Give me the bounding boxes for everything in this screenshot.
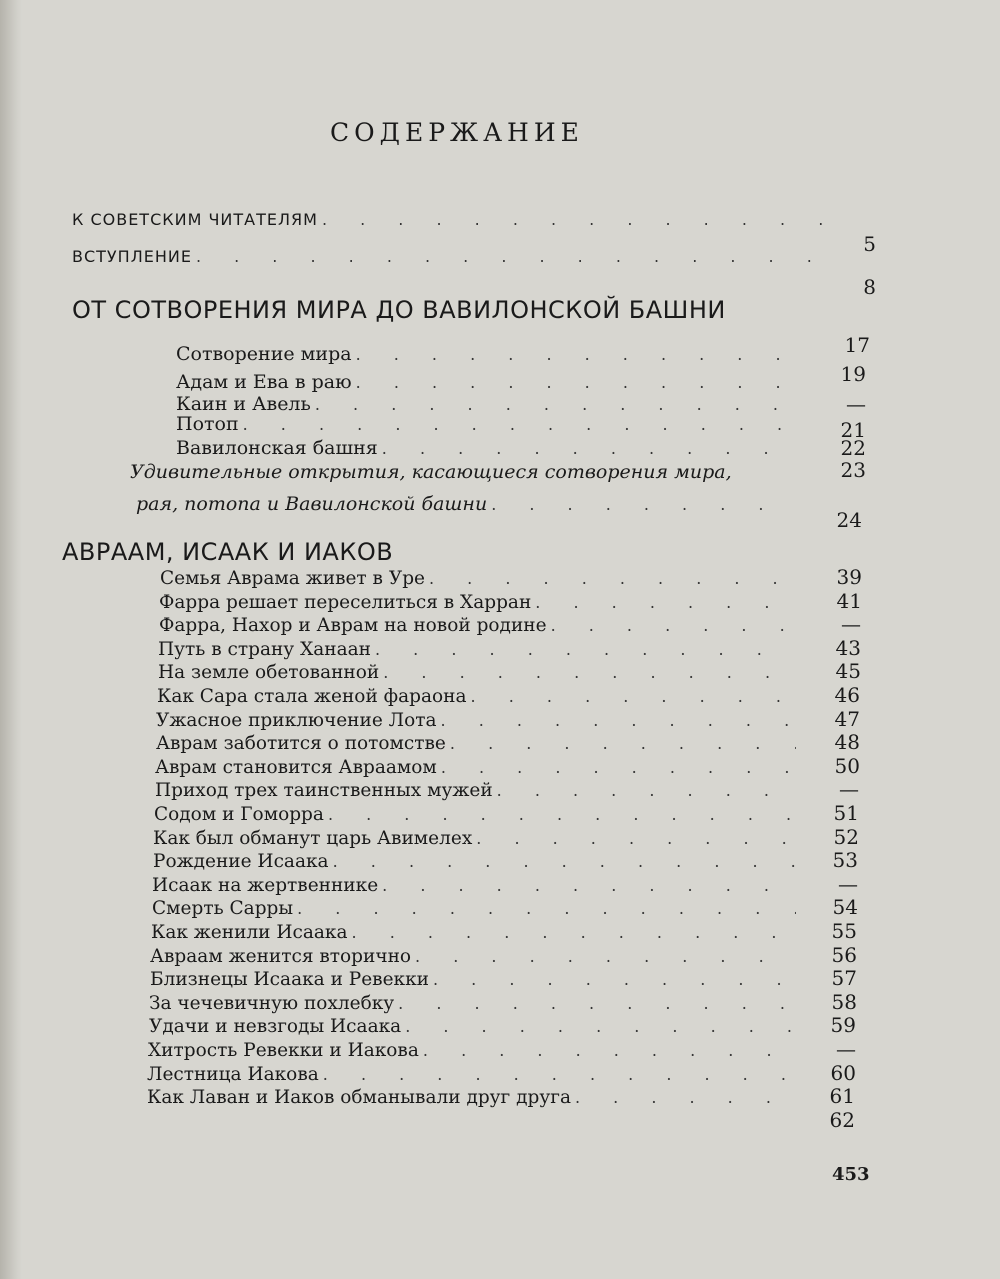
toc-page-number: — <box>846 392 866 416</box>
section-heading-abraham: АВРААМ, ИСААК И ИАКОВ <box>62 538 394 566</box>
toc-page-number: 47 <box>834 706 860 731</box>
toc-page-number: 43 <box>835 635 861 660</box>
toc-page-number: — <box>838 871 858 896</box>
toc-page-number: 23 <box>840 458 866 482</box>
toc-page-number: 60 <box>830 1060 856 1085</box>
toc-entry-label: За чечевичную похлебку <box>149 992 395 1014</box>
toc-entry <box>176 340 800 368</box>
toc-entry-label: Адам и Ева в раю <box>176 371 352 393</box>
toc-page-number: — <box>839 777 859 802</box>
toc-page-number: 46 <box>834 683 860 707</box>
toc-entry-label: Аврам заботится о потомстве <box>156 733 446 755</box>
toc-entry-discoveries-line1 <box>130 458 810 486</box>
toc-page-number: — <box>836 1037 856 1061</box>
toc-page-number: 19 <box>840 362 866 386</box>
toc-page-number: 62 <box>829 1107 855 1132</box>
toc-entry-label: ВСТУПЛЕНИЕ <box>72 247 192 266</box>
toc-page-number: 50 <box>834 753 860 778</box>
dot-leader <box>575 1084 796 1112</box>
toc-entry-label: Фарра решает переселиться в Харран <box>159 591 532 613</box>
toc-page-number: 24 <box>836 508 862 532</box>
toc-page-number: 41 <box>836 588 862 613</box>
page-folio: 453 <box>832 1164 870 1185</box>
toc-page-number: 59 <box>830 1013 856 1038</box>
toc-page-number: 51 <box>833 801 859 825</box>
toc-page-number: 55 <box>831 919 857 943</box>
toc-entry-label: Сотворение мира <box>176 343 352 365</box>
toc-entry-label: Авраам женится вторично <box>150 945 412 967</box>
toc-entry-label: Содом и Гоморра <box>154 804 324 825</box>
toc-entry <box>147 1084 800 1112</box>
toc-entry-label: Смерть Сарры <box>152 898 294 920</box>
toc-entry-label: На земле обетованной <box>158 662 380 684</box>
toc-page-number: 56 <box>831 942 857 967</box>
toc-page-number: 58 <box>831 989 857 1014</box>
toc-entry-label: Исаак на жертвеннике <box>152 874 379 896</box>
dot-leader <box>491 491 792 519</box>
toc-entry-discoveries-line2 <box>136 490 796 518</box>
toc-entry-label: Близнецы Исаака и Ревекки <box>150 969 429 991</box>
toc-page-number: — <box>841 612 861 637</box>
toc-entry-to-soviet-readers <box>72 206 832 234</box>
toc-entry-label: рая, потопа и Вавилонской башни <box>136 493 488 515</box>
toc-entry-label: Вавилонская башня <box>176 437 378 459</box>
toc-entry-label: Удачи и невзгоды Исаака <box>149 1016 402 1038</box>
dot-leader <box>356 341 796 369</box>
page-title: СОДЕРЖАНИЕ <box>330 118 584 147</box>
toc-entry-label: Удивительные открытия, касающиеся сотворения мира, <box>130 461 732 483</box>
toc-entry-label: Путь в страну Ханаан <box>158 638 371 660</box>
toc-entry-label: Потоп <box>176 413 239 435</box>
toc-entry-label: Как Сара стала женой фараона <box>157 686 467 707</box>
toc-entry-label: Как Лаван и Иаков обманывали друг друга <box>147 1087 571 1109</box>
toc-entry-label: Как был обманут царь Авимелех <box>153 827 473 849</box>
toc-entry-label: Каин и Авель <box>176 393 311 415</box>
toc-entry-label: Лестница Иакова <box>147 1063 319 1085</box>
toc-entry-label: Ужасное приключение Лота <box>156 709 437 731</box>
toc-page-number: 61 <box>829 1084 855 1109</box>
toc-entry-label: Как женили Исаака <box>151 922 348 943</box>
toc-entry-label: Приход трех таинственных мужей <box>155 780 493 802</box>
toc-page-number: 8 <box>863 275 876 299</box>
toc-entry-label: Аврам становится Авраамом <box>155 756 437 778</box>
toc-page-number: 45 <box>835 659 861 684</box>
toc-page-number: 21 <box>840 418 866 442</box>
toc-entry-introduction <box>72 243 832 271</box>
toc-entry-label: Рождение Исаака <box>153 851 329 873</box>
toc-page-number: 39 <box>836 565 862 589</box>
section-heading-creation: ОТ СОТВОРЕНИЯ МИРА ДО ВАВИЛОНСКОЙ БАШНИ <box>72 296 726 324</box>
toc-page-number: 57 <box>831 966 857 991</box>
toc-entry-label: Семья Аврама живет в Уре <box>160 568 425 589</box>
toc-page-number: 54 <box>832 895 858 920</box>
toc-page-number: 48 <box>834 730 860 755</box>
toc-entry-label: Фарра, Нахор и Аврам на новой родине <box>159 615 547 637</box>
toc-page-number: 53 <box>832 848 858 873</box>
toc-page-number: 52 <box>833 824 859 849</box>
toc-page-number: 5 <box>863 232 876 256</box>
toc-page-number: 17 <box>844 333 870 357</box>
dot-leader <box>322 206 828 234</box>
toc-entry-label: Хитрость Ревекки и Иакова <box>148 1040 419 1061</box>
toc-entry-label: К СОВЕТСКИМ ЧИТАТЕЛЯМ <box>72 210 318 229</box>
toc-page-number: 22 <box>840 436 866 460</box>
dot-leader <box>196 243 828 271</box>
